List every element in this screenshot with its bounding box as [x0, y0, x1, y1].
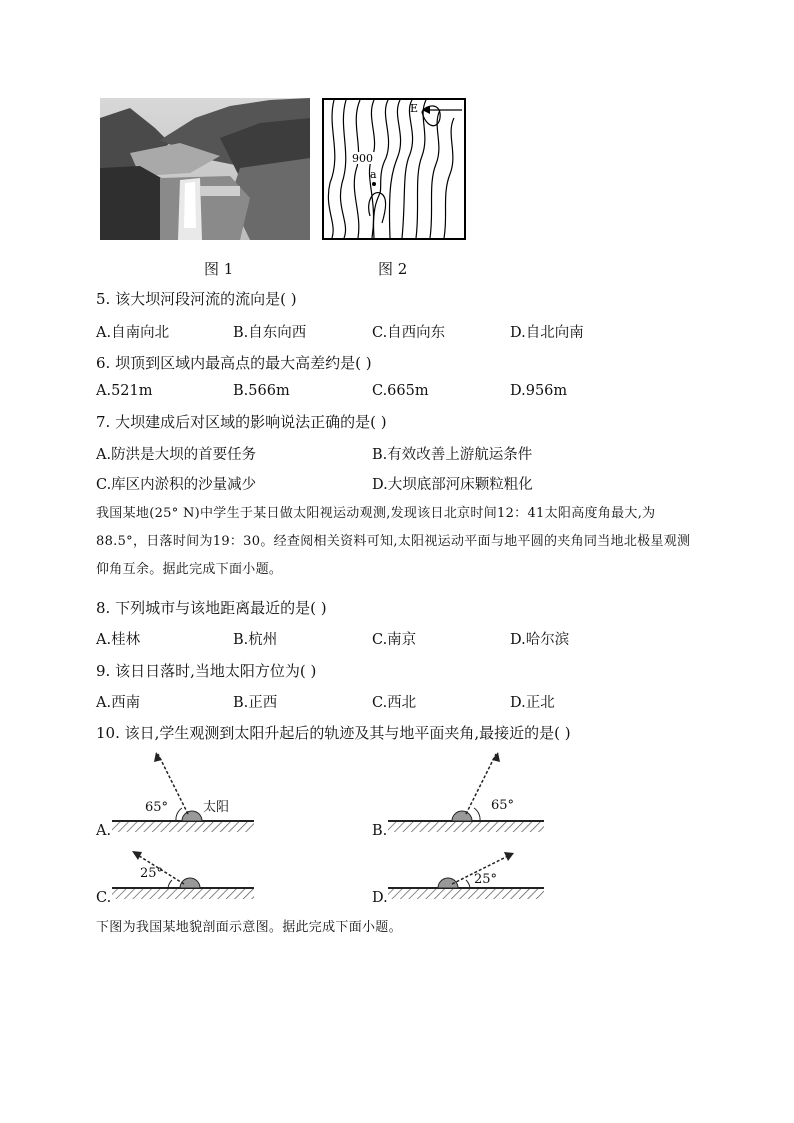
- option-10b[interactable]: B.: [372, 823, 388, 839]
- question-number: 10.: [96, 724, 120, 742]
- question-5: [96, 288, 297, 309]
- option-10d-diagram[interactable]: [372, 842, 547, 902]
- option-10b-diagram[interactable]: [372, 752, 547, 842]
- question-stem: 该大坝河段河流的流向是( ): [115, 290, 297, 308]
- question-number: 5.: [96, 290, 111, 308]
- question-stem: 坝顶到区域内最高点的最大高差约是( ): [115, 354, 372, 372]
- option-8c[interactable]: C.南京: [372, 632, 417, 648]
- question-8: [96, 597, 327, 618]
- angle-label-d: 25°: [474, 872, 498, 887]
- option-7b[interactable]: B.有效改善上游航运条件: [372, 447, 533, 463]
- option-8a[interactable]: A.桂林: [96, 632, 141, 648]
- question-number: 8.: [96, 599, 111, 617]
- question-10: [96, 722, 571, 743]
- closing-instruction: 下图为我国某地貌剖面示意图。据此完成下面小题。: [96, 920, 402, 935]
- option-9d[interactable]: D.正北: [510, 695, 555, 711]
- option-6d[interactable]: D.956m: [510, 383, 568, 399]
- option-10c[interactable]: C.: [96, 890, 112, 906]
- point-label: a: [370, 168, 377, 181]
- angle-label-b: 65°: [491, 798, 515, 813]
- elevation-label: 900: [352, 152, 373, 165]
- option-7a[interactable]: A.防洪是大坝的首要任务: [96, 447, 257, 463]
- question-7: [96, 411, 387, 432]
- sun-label: 太阳: [203, 800, 230, 815]
- option-5c[interactable]: C.自西向东: [372, 325, 446, 341]
- option-10c-diagram[interactable]: [96, 842, 256, 902]
- option-9c[interactable]: C.西北: [372, 695, 417, 711]
- figure-2-caption: 图 2: [378, 260, 408, 278]
- option-7d[interactable]: D.大坝底部河床颗粒粗化: [372, 477, 533, 493]
- option-5d[interactable]: D.自北向南: [510, 325, 584, 341]
- question-stem: 该日日落时,当地太阳方位为( ): [115, 662, 317, 680]
- dam-photo: [100, 98, 310, 240]
- option-8d[interactable]: D.哈尔滨: [510, 632, 570, 648]
- option-5a[interactable]: A.自南向北: [96, 325, 170, 341]
- option-10a-diagram[interactable]: [96, 752, 256, 842]
- angle-label-a: 65°: [145, 800, 169, 815]
- option-6c[interactable]: C.665m: [372, 383, 429, 399]
- option-6b[interactable]: B.566m: [233, 383, 290, 399]
- option-8b[interactable]: B.杭州: [233, 632, 278, 648]
- direction-label: E: [410, 102, 419, 115]
- figure-1-caption: 图 1: [204, 260, 234, 278]
- question-number: 6.: [96, 354, 111, 372]
- option-9b[interactable]: B.正西: [233, 695, 278, 711]
- option-10d[interactable]: D.: [372, 890, 388, 906]
- question-number: 7.: [96, 413, 111, 431]
- option-5b[interactable]: B.自东向西: [233, 325, 307, 341]
- option-10a[interactable]: A.: [96, 823, 112, 839]
- option-9a[interactable]: A.西南: [96, 695, 141, 711]
- question-6: [96, 352, 372, 373]
- question-stem: 下列城市与该地距离最近的是( ): [115, 599, 327, 617]
- option-7c[interactable]: C.库区内淤积的沙量减少: [96, 477, 257, 493]
- angle-label-c: 25°: [140, 866, 164, 881]
- question-9: [96, 660, 316, 681]
- passage: 我国某地(25° N)中学生于某日做太阳视运动观测,发现该日北京时间12：41太阳高度角最大,为88.5°，日落时间为19：30。经查阅相关资料可知,太阳视运动平面与地平圆的夹角同当地北极星观测仰角互余。据此完成下面小题。: [96, 506, 691, 577]
- option-6a[interactable]: A.521m: [96, 383, 153, 399]
- question-number: 9.: [96, 662, 111, 680]
- contour-map: [322, 98, 466, 240]
- question-stem: 该日,学生观测到太阳升起后的轨迹及其与地平面夹角,最接近的是( ): [124, 724, 571, 742]
- question-stem: 大坝建成后对区域的影响说法正确的是( ): [115, 413, 387, 431]
